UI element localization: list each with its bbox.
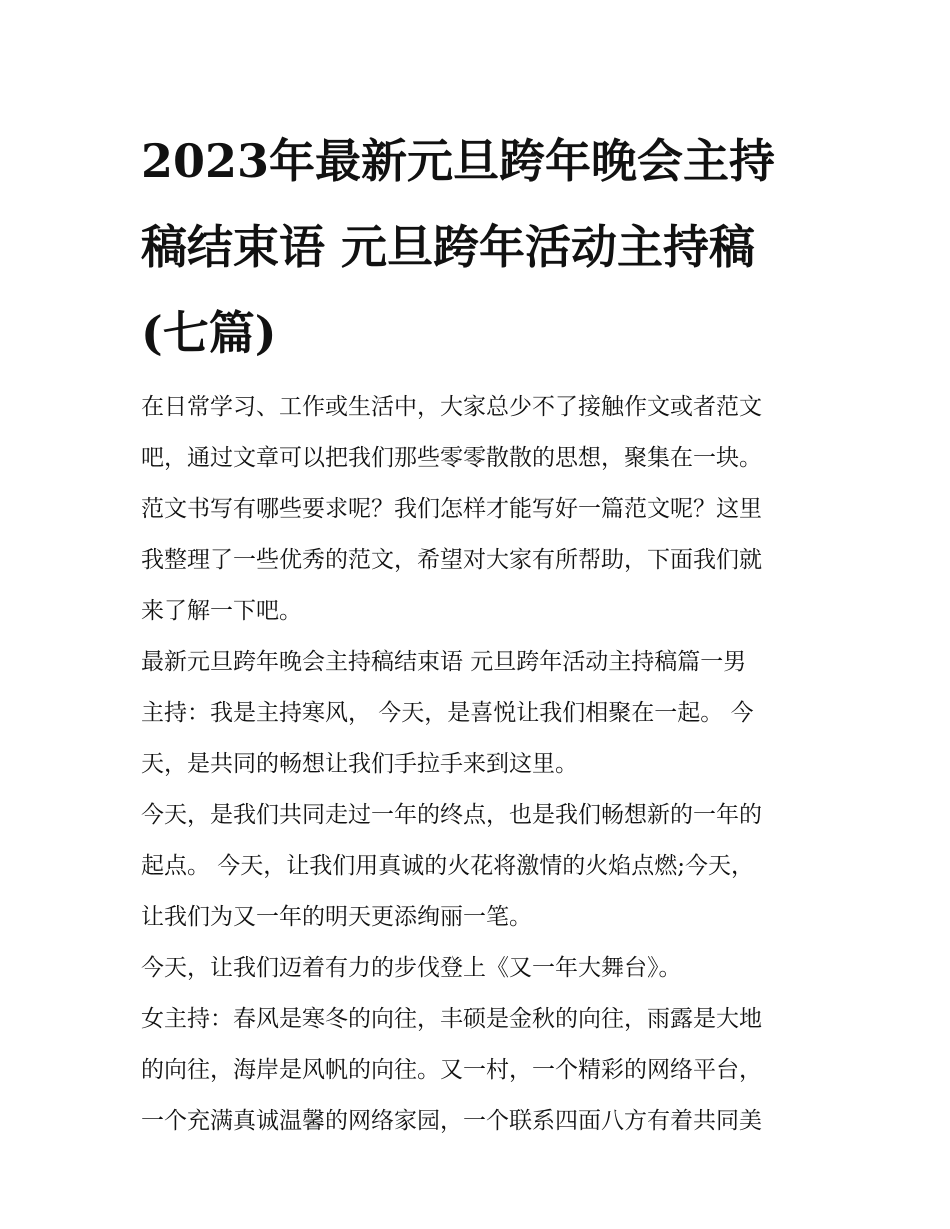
- text-line: 最新元旦跨年晚会主持稿结束语 元旦跨年活动主持稿篇一男: [141, 649, 747, 675]
- text-line: 来了解一下吧。: [141, 598, 302, 624]
- document-page: [141, 118, 813, 1147]
- text-line: 一个充满真诚温馨的网络家园，一个联系四面八方有着共同美: [141, 1108, 762, 1134]
- paragraph-today-endpoint: [141, 790, 813, 943]
- text-line: 让我们为又一年的明天更添绚丽一笔。: [141, 904, 532, 930]
- document-body: [141, 382, 813, 1147]
- paragraph-intro: [141, 382, 813, 637]
- title-line: (七篇): [141, 306, 277, 360]
- paragraph-stage: [141, 943, 813, 994]
- text-line: 在日常学习、工作或生活中，大家总少不了接触作文或者范文: [141, 394, 762, 420]
- text-line: 我整理了一些优秀的范文，希望对大家有所帮助，下面我们就: [141, 547, 762, 573]
- text-line: 主持：我是主持寒风， 今天，是喜悦让我们相聚在一起。 今: [141, 700, 754, 726]
- document-title: [141, 118, 813, 376]
- paragraph-part-one: [141, 637, 813, 790]
- title-line: 2023年最新元旦跨年晚会主持: [141, 134, 776, 188]
- text-line: 范文书写有哪些要求呢？我们怎样才能写好一篇范文呢？这里: [141, 496, 762, 522]
- paragraph-female-host: [141, 994, 813, 1147]
- text-line: 吧，通过文章可以把我们那些零零散散的思想，聚集在一块。: [141, 445, 762, 471]
- text-line: 天，是共同的畅想让我们手拉手来到这里。: [141, 751, 578, 777]
- text-line: 女主持：春风是寒冬的向往，丰硕是金秋的向往，雨露是大地: [141, 1006, 762, 1032]
- text-line: 今天，让我们迈着有力的步伐登上《又一年大舞台》。: [141, 955, 682, 981]
- text-line: 起点。 今天，让我们用真诚的火花将激情的火焰点燃;今天，: [141, 853, 755, 879]
- title-line: 稿结束语 元旦跨年活动主持稿: [141, 220, 756, 274]
- text-line: 的向往，海岸是风帆的向往。又一村，一个精彩的网络平台，: [141, 1057, 762, 1083]
- text-line: 今天，是我们共同走过一年的终点，也是我们畅想新的一年的: [141, 802, 762, 828]
